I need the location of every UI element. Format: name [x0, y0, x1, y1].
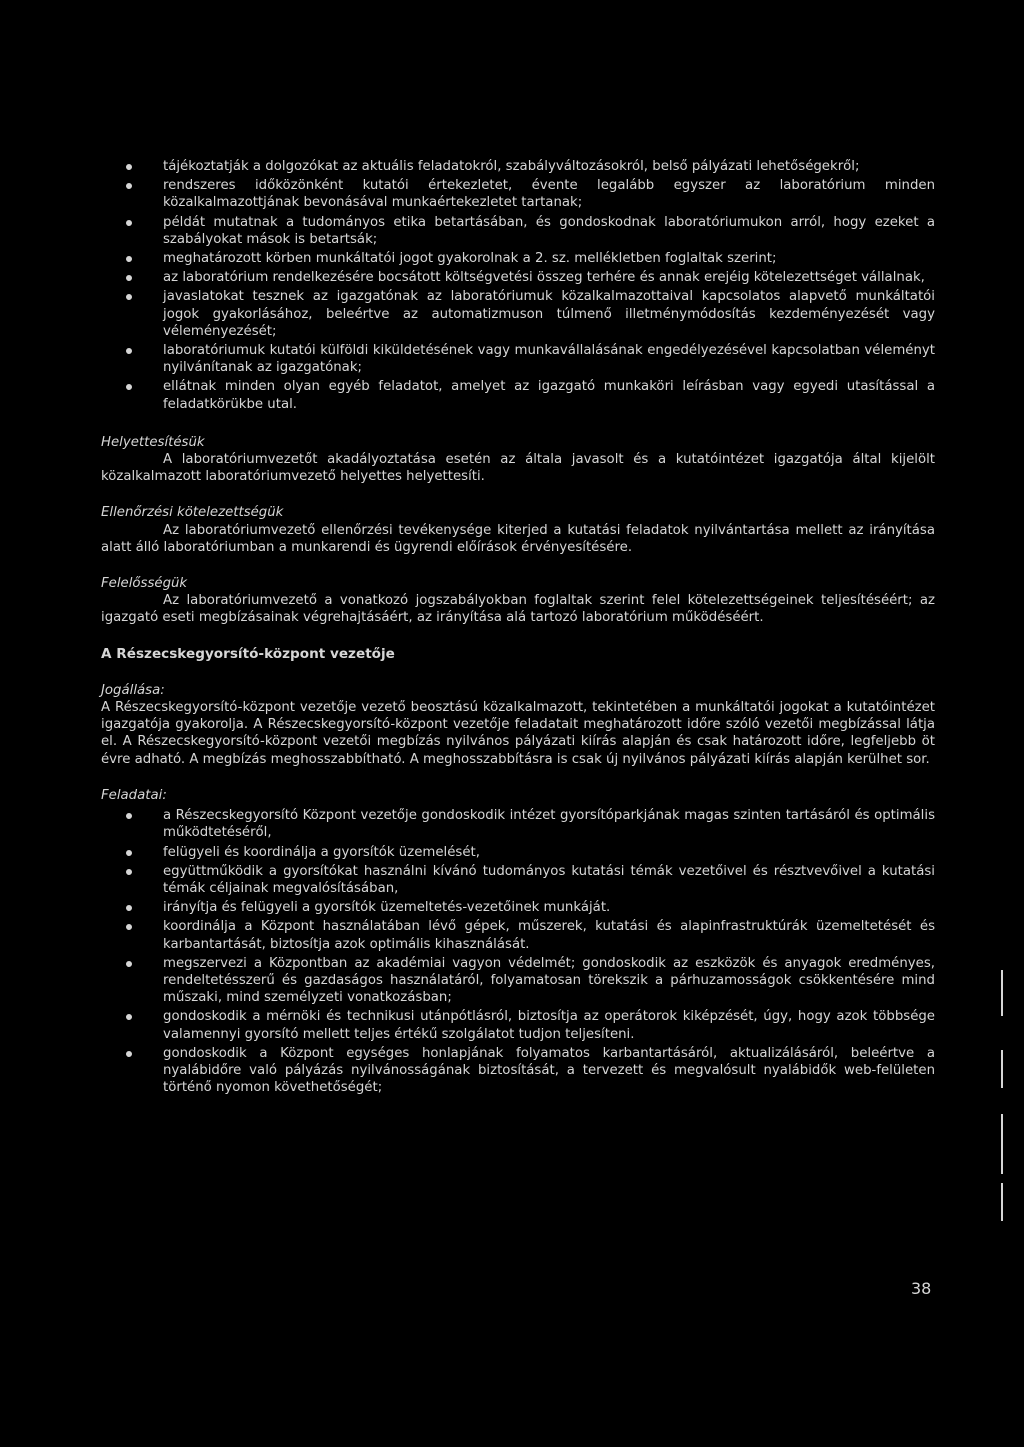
control-heading: Ellenőrzési kötelezettségük — [101, 505, 284, 521]
tasks-heading: Feladatai: — [101, 787, 167, 803]
list-item: tájékoztatják a dolgozókat az aktuális feladatokról, szabályváltozásokról, belső pályázati lehetőségekről; — [101, 158, 935, 175]
list-item: rendszeres időközönként kutatói értekezletet, évente legalább egyszer az laboratórium minden közalkalmazottjának bevonásával munkaértekezletet tartanak; — [101, 177, 935, 211]
bullet-icon — [126, 164, 132, 170]
responsibility-text: Az laboratóriumvezető a vonatkozó jogszabályokban foglaltak szerint felel kötelezettségeinek teljesítéséért; az igazgató eseti megbízásainak végrehajtásáért, az irányítása alá tartozó laboratórium működéséért. — [101, 593, 935, 626]
bullet-icon — [126, 1051, 132, 1057]
responsibility-heading: Felelősségük — [101, 576, 188, 592]
bullet-icon — [126, 275, 132, 281]
legal-status-heading: Jogállása: — [101, 682, 165, 698]
list-item: javaslatokat tesznek az igazgatónak az laboratóriumuk közalkalmazottaival kapcsolatos alapvető munkáltatói jogok gyakorlásához, beleértve az automatizmuson túlmenő illetménymódosítás kezdeményezését vagy véleményezését; — [101, 288, 935, 340]
bullet-icon — [126, 294, 132, 300]
list-item: koordinálja a Központ használatában lévő gépek, műszerek, kutatási és alapinfrastruktúrák üzemeltetését és karbantartását, biztosítja azok optimális kihasználását. — [101, 918, 935, 952]
section-title: A Részecskegyorsító-központ vezetője — [101, 645, 395, 662]
revision-bar — [1001, 1050, 1003, 1088]
list-item: felügyeli és koordinálja a gyorsítók üzemelését, — [101, 844, 935, 861]
list-item: megszervezi a Központban az akadémiai vagyon védelmét; gondoskodik az eszközök és anyagok eredményes, rendeltetésszerű és gazdaságos használatáról, folyamatosan törekszik a párhuzamosságok csökkentésére mind műszaki, mind személyzeti vonatkozásban; — [101, 955, 935, 1007]
revision-bar — [1001, 1183, 1003, 1221]
revision-bar — [1001, 1114, 1003, 1174]
document-page — [101, 158, 935, 1098]
bullet-icon — [126, 905, 132, 911]
bullet-icon — [126, 924, 132, 930]
legal-status-text: A Részecskegyorsító-központ vezetője vezető beosztású közalkalmazott, tekintetében a munkáltatói jogokat a kutatóintézet igazgatója gyakorolja. A Részecskegyorsító-központ vezetője feladatait meghatározott időre szóló vezetői megbízással látja el. A Részecskegyorsító-központ vezetői megbízás nyilvános pályázati kiírás alapján és csak határozott időre, legfeljebb öt évre adható. A megbízás meghosszabbítható. A meghosszabbításra is csak új nyilvános pályázati kiírás alapján kerülhet sor. — [101, 700, 935, 767]
bullet-icon — [126, 256, 132, 262]
duties-list — [101, 158, 935, 413]
bullet-icon — [126, 869, 132, 875]
page-number: 38 — [911, 1279, 932, 1298]
revision-bar — [1001, 970, 1003, 1016]
bullet-icon — [126, 1014, 132, 1020]
list-item: a Részecskegyorsító Központ vezetője gondoskodik intézet gyorsítóparkjának magas szinten tartásáról és optimális működtetéséről, — [101, 807, 935, 841]
list-item: gondoskodik a Központ egységes honlapjának folyamatos karbantartásáról, aktualizálásáról, beleértve a nyalábidőre való pályázás nyilvánosságának biztosítását, a tervezett és megvalósult nyalábidők web-felületen történő nyomon követhetőségét; — [101, 1045, 935, 1097]
list-item: laboratóriumuk kutatói külföldi kiküldetésének vagy munkavállalásának engedélyezésével kapcsolatban véleményt nyilvánítanak az igazgatónak; — [101, 342, 935, 376]
list-item: meghatározott körben munkáltatói jogot gyakorolnak a 2. sz. mellékletben foglaltak szerint; — [101, 250, 935, 267]
bullet-icon — [126, 348, 132, 354]
bullet-icon — [126, 183, 132, 189]
substitution-heading: Helyettesítésük — [101, 434, 205, 450]
bullet-icon — [126, 220, 132, 226]
bullet-icon — [126, 813, 132, 819]
list-item: az laboratórium rendelkezésére bocsátott költségvetési összeg terhére és annak erejéig kötelezettséget vállalnak, — [101, 269, 935, 286]
tasks-list — [101, 807, 935, 1096]
substitution-text: A laboratóriumvezetőt akadályoztatása esetén az általa javasolt és a kutatóintézet igazgatója által kijelölt közalkalmazott laboratóriumvezető helyettes helyettesíti. — [101, 452, 935, 485]
list-item: irányítja és felügyeli a gyorsítók üzemeltetés-vezetőinek munkáját. — [101, 899, 935, 916]
bullet-icon — [126, 961, 132, 967]
control-text: Az laboratóriumvezető ellenőrzési tevékenysége kiterjed a kutatási feladatok nyilvántartása mellett az irányítása alatt álló laboratóriumban a munkarendi és ügyrendi előírások érvényesítésére. — [101, 522, 935, 555]
list-item: ellátnak minden olyan egyéb feladatot, amelyet az igazgató munkaköri leírásban vagy egyedi utasítással a feladatkörükbe utal. — [101, 378, 935, 412]
bullet-icon — [126, 850, 132, 856]
list-item: együttműködik a gyorsítókat használni kívánó tudományos kutatási témák vezetőivel és résztvevőivel a kutatási témák céljainak megvalósításában, — [101, 863, 935, 897]
list-item: példát mutatnak a tudományos etika betartásában, és gondoskodnak laboratóriumukon arról, hogy ezeket a szabályokat mások is betartsák; — [101, 214, 935, 248]
bullet-icon — [126, 384, 132, 390]
list-item: gondoskodik a mérnöki és technikusi utánpótlásról, biztosítja az operátorok kiképzését, úgy, hogy azok többsége valamennyi gyorsító mellett teljes értékű szolgálatot tudjon teljesíteni. — [101, 1008, 935, 1042]
